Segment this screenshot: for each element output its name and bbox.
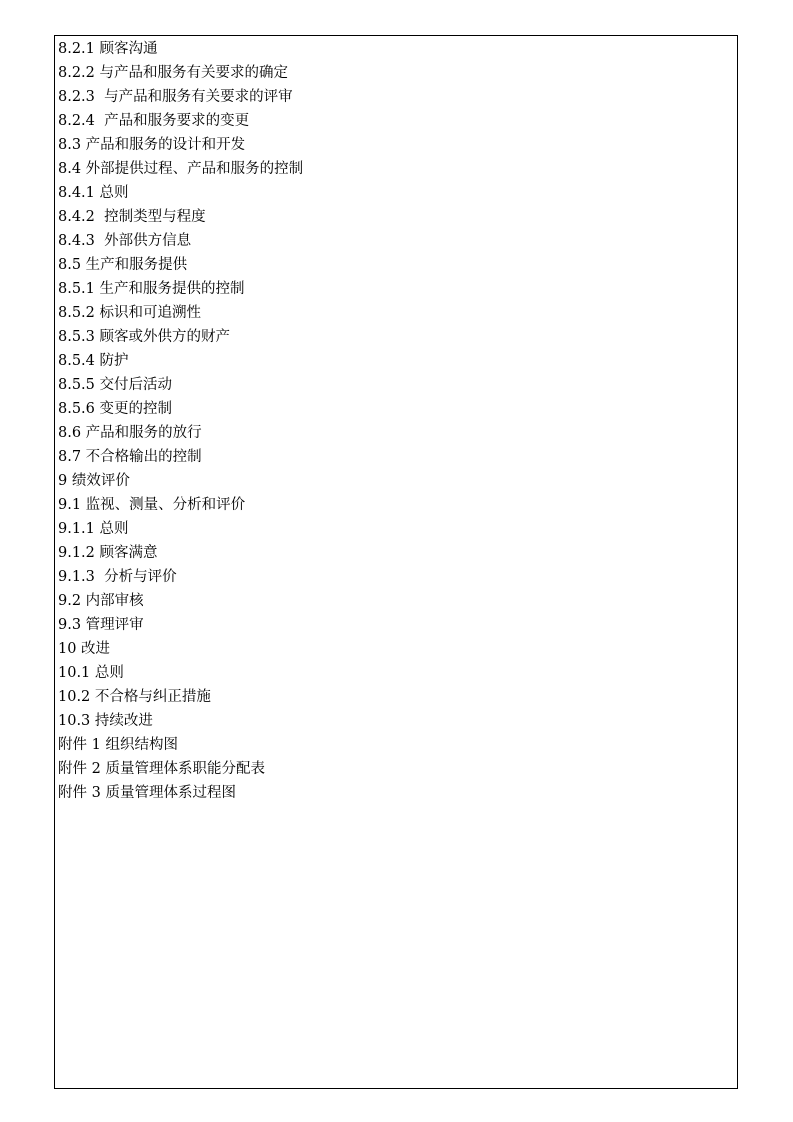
toc-entry: 8.4.1 总则: [58, 185, 129, 201]
toc-entry: 8.7 不合格输出的控制: [58, 449, 202, 465]
toc-entry: 8.3 产品和服务的设计和开发: [58, 137, 246, 153]
toc-entry: 8.5.6 变更的控制: [58, 401, 173, 417]
toc-entry: 8.5.4 防护: [58, 353, 129, 369]
toc-entry: 8.2.1 顾客沟通: [58, 41, 158, 57]
toc-entry: 8.5.3 顾客或外供方的财产: [58, 329, 231, 345]
toc-entry: 10.3 持续改进: [58, 713, 153, 729]
toc-entry: 8.4 外部提供过程、产品和服务的控制: [58, 161, 304, 177]
toc-entry: 10 改进: [58, 641, 111, 657]
toc-entry: 附件 1 组织结构图: [58, 737, 178, 753]
toc-entry: 8.5.5 交付后活动: [58, 377, 173, 393]
toc-entry: 8.2.2 与产品和服务有关要求的确定: [58, 65, 289, 81]
toc-entry: 8.2.3 与产品和服务有关要求的评审: [58, 89, 293, 105]
toc-entry: 10.1 总则: [58, 665, 124, 681]
document-frame: [54, 35, 738, 1089]
toc-entry: 附件 2 质量管理体系职能分配表: [58, 761, 265, 777]
toc-entry: 8.5.1 生产和服务提供的控制: [58, 281, 245, 297]
toc-entry: 9.2 内部审核: [58, 593, 144, 609]
toc-entry: 8.4.2 控制类型与程度: [58, 209, 206, 225]
toc-entry: 9.3 管理评审: [58, 617, 144, 633]
toc-entry: 9.1.2 顾客满意: [58, 545, 158, 561]
toc-entry: 附件 3 质量管理体系过程图: [58, 785, 236, 801]
toc-entry: 8.6 产品和服务的放行: [58, 425, 202, 441]
toc-entry: 9.1.1 总则: [58, 521, 129, 537]
table-of-contents: [58, 37, 303, 805]
toc-entry: 8.2.4 产品和服务要求的变更: [58, 113, 250, 129]
toc-entry: 8.5.2 标识和可追溯性: [58, 305, 202, 321]
toc-entry: 10.2 不合格与纠正措施: [58, 689, 211, 705]
toc-entry: 9.1 监视、测量、分析和评价: [58, 497, 246, 513]
toc-entry: 8.4.3 外部供方信息: [58, 233, 192, 249]
toc-entry: 9 绩效评价: [58, 473, 130, 489]
toc-entry: 9.1.3 分析与评价: [58, 569, 177, 585]
toc-entry: 8.5 生产和服务提供: [58, 257, 188, 273]
